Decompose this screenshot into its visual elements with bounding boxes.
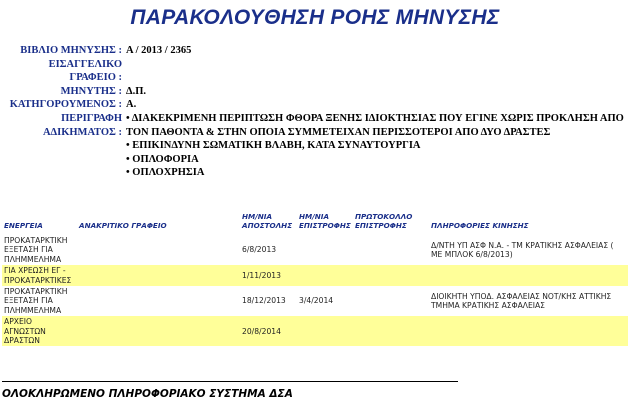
book-row <box>0 44 630 58</box>
prosecutor-row <box>0 58 630 72</box>
cell-sent: 6/8/2013 <box>240 235 297 265</box>
book-value: Α / 2013 / 2365 <box>126 45 192 56</box>
description-line-1: • ΔΙΑΚΕΚΡΙΜΕΝΗ ΠΕΡΙΠΤΩΣΗ ΦΘΟΡΑ ΞΕΝΗΣ ΙΔΙΟΚΤΗΣΙΑΣ ΠΟΥ ΕΓΙΝΕ ΧΩΡΙΣ ΠΡΟΚΛΗΣΗ ΑΠΟ <box>126 112 624 124</box>
page-title: ΠΑΡΑΚΟΛΟΥΘΗΣΗ ΡΟΗΣ ΜΗΝΥΣΗΣ <box>130 6 500 29</box>
movement-table <box>2 212 628 346</box>
table-row <box>2 286 628 316</box>
description-label: ΠΕΡΙΓΡΑΦΗ <box>61 112 122 124</box>
col-header-office: ΑΝΑΚΡΙΤΙΚΟ ΓΡΑΦΕΙΟ <box>79 221 167 230</box>
cell-returned <box>297 265 353 286</box>
table-header-row <box>2 212 628 232</box>
table-row <box>2 316 628 346</box>
cell-office <box>77 235 240 265</box>
cell-protocol <box>353 235 429 265</box>
footer-system-name: ΟΛΟΚΛΗΡΩΜΕΝΟ ΠΛΗΡΟΦΟΡΙΑΚΟ ΣΥΣΤΗΜΑ ΔΣΑ <box>2 388 293 400</box>
col-header-info: ΠΛΗΡΟΦΟΡΙΕΣ ΚΙΝΗΣΗΣ <box>431 221 529 230</box>
cell-protocol <box>353 316 429 346</box>
offense-label: ΑΔΙΚΗΜΑΤΟΣ : <box>42 126 122 138</box>
cell-info: Δ/ΝΤΗ ΥΠ ΑΣΦ Ν.Α. - ΤΜ ΚΡΑΤΙΚΗΣ ΑΣΦΑΛΕΙΑΣ ( ΜΕ ΜΠΛΟΚ 6/8/2013) <box>429 235 628 265</box>
complainant-value: Δ.Π. <box>126 85 147 97</box>
footer-divider <box>2 381 458 382</box>
cell-info <box>429 316 628 346</box>
offense-item: • ΕΠΙΚΙΝΔΥΝΗ ΣΩΜΑΤΙΚΗ ΒΛΑΒΗ, ΚΑΤΑ ΣΥΝΑΥΤΟΥΡΓΙΑ <box>126 140 421 152</box>
cell-action: ΠΡΟΚΑΤΑΡΚΤΙΚΗ ΕΞΕΤΑΣΗ ΓΙΑ ΠΛΗΜΜΕΛΗΜΑ <box>2 235 77 265</box>
cell-returned <box>297 235 353 265</box>
cell-office <box>77 265 240 286</box>
cell-info <box>429 265 628 286</box>
offense-item: • ΟΠΛΟΦΟΡΙΑ <box>126 153 199 165</box>
book-label: ΒΙΒΛΙΟ ΜΗΝΥΣΗΣ : <box>20 45 122 56</box>
cell-action: ΑΡΧΕΙΟ ΑΓΝΩΣΤΩΝ ΔΡΑΣΤΩΝ <box>2 316 77 346</box>
prosecutor-label: ΕΙΣΑΓΓΕΛΙΚΟ <box>48 58 122 70</box>
col-header-protocol: ΠΡΩΤΟΚΟΛΛΟ ΕΠΙΣΤΡΟΦΗΣ <box>355 212 413 230</box>
office-row <box>0 71 630 85</box>
cell-action: ΠΡΟΚΑΤΑΡΚΤΙΚΗ ΕΞΕΤΑΣΗ ΓΙΑ ΠΛΗΜΜΕΛΗΜΑ <box>2 286 77 316</box>
offense-item: • ΟΠΛΟΧΡΗΣΙΑ <box>126 167 205 179</box>
description-line-2: ΤΟΝ ΠΑΘΟΝΤΑ & ΣΤΗΝ ΟΠΟΙΑ ΣΥΜΜΕΤΕΙΧΑΝ ΠΕΡΙΣΣΟΤΕΡΟΙ ΑΠΟ ΔΥΟ ΔΡΑΣΤΕΣ <box>126 126 551 138</box>
cell-protocol <box>353 265 429 286</box>
complainant-label: ΜΗΝΥΤΗΣ : <box>60 85 122 97</box>
office-label: ΓΡΑΦΕΙΟ : <box>69 72 122 84</box>
cell-sent: 18/12/2013 <box>240 286 297 316</box>
col-header-sent: ΗΜ/ΝΙΑ ΑΠΟΣΤΟΛΗΣ <box>242 212 293 230</box>
cell-protocol <box>353 286 429 316</box>
cell-returned: 3/4/2014 <box>297 286 353 316</box>
cell-office <box>77 316 240 346</box>
cell-info: ΔΙΟΙΚΗΤΗ ΥΠΟΔ. ΑΣΦΑΛΕΙΑΣ ΝΟΤ/ΚΗΣ ΑΤΤΙΚΗΣ ΤΜΗΜΑ ΚΡΑΤΙΚΗΣ ΑΣΦΑΛΕΙΑΣ <box>429 286 628 316</box>
cell-action: ΓΙΑ ΧΡΕΩΣΗ ΕΓ - ΠΡΟΚΑΤΑΡΚΤΙΚΕΣ <box>2 265 77 286</box>
complainant-row <box>0 85 630 99</box>
cell-sent: 1/11/2013 <box>240 265 297 286</box>
col-header-action: ΕΝΕΡΓΕΙΑ <box>4 221 43 230</box>
table-row <box>2 265 628 286</box>
cell-office <box>77 286 240 316</box>
cell-returned <box>297 316 353 346</box>
description-row-2 <box>0 126 630 140</box>
accused-value: Α. <box>126 99 137 111</box>
col-header-returned: ΗΜ/ΝΙΑ ΕΠΙΣΤΡΟΦΗΣ <box>299 212 351 230</box>
cell-sent: 20/8/2014 <box>240 316 297 346</box>
table-row <box>2 235 628 265</box>
accused-label: ΚΑΤΗΓΟΡΟΥΜΕΝΟΣ : <box>9 99 122 111</box>
description-row-1 <box>0 112 630 126</box>
accused-row <box>0 98 630 112</box>
case-info <box>0 44 630 180</box>
